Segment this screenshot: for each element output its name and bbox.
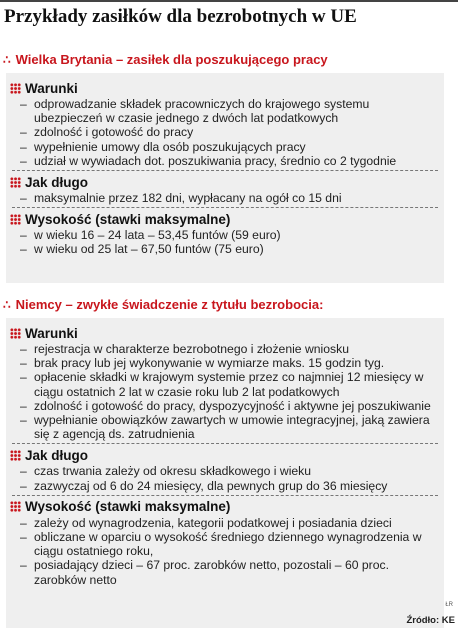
page-title: Przykłady zasiłków dla bezrobotnych w UE: [4, 6, 357, 27]
grid-icon: [10, 83, 21, 94]
duration-list: [6, 191, 444, 205]
country-heading-de: [3, 297, 323, 312]
grid-icon: [10, 450, 21, 461]
country-heading-label: Wielka Brytania – zasiłek dla poszukującego pracy: [15, 52, 328, 67]
list-item: – maksymalnie przez 182 dni, wypłacany na ogół co 15 dni: [6, 191, 444, 205]
section-heading-label: Warunki: [25, 80, 78, 96]
list-item: – zdolność i gotowość do pracy, dyspozycyjność i aktywne jej poszukiwanie: [6, 399, 444, 413]
condition-list: [6, 342, 444, 441]
list-item: – zależy od wynagrodzenia, kategorii podatkowej i posiadania dzieci: [6, 516, 444, 530]
list-item: – wypełnianie obowiązków zawartych w umowie integracyjnej, jaką zawiera się z agencją ds. zatrudnienia: [6, 413, 444, 441]
list-item: – czas trwania zależy od okresu składkowego i wieku: [6, 464, 444, 478]
grid-icon: [10, 177, 21, 188]
list-item: – posiadający dzieci – 67 proc. zarobków netto, pozostali – 60 proc. zarobków netto: [6, 558, 444, 586]
divider: [12, 207, 438, 208]
list-item: – w wieku 16 – 24 lata – 53,45 funtów (59 euro): [6, 228, 444, 242]
section-heading: [6, 498, 444, 516]
section-duration: [6, 446, 444, 492]
list-item: – obliczane w oparciu o wysokość średniego dziennego wynagrodzenia w ciągu ostatniego roku,: [6, 530, 444, 558]
duration-list: [6, 464, 444, 492]
country-box-uk: [6, 73, 444, 283]
top-rule: [0, 0, 458, 2]
grid-icon: [10, 328, 21, 339]
list-item: – brak pracy lub jej wykonywanie w wymiarze maks. 15 godzin tyg.: [6, 356, 444, 370]
country-box-de: [6, 318, 444, 628]
list-item: – wypełnienie umowy dla osób poszukujących pracy: [6, 140, 444, 154]
section-heading: [6, 173, 444, 191]
section-heading: [6, 210, 444, 228]
list-item: – rejestracja w charakterze bezrobotnego i złożenie wniosku: [6, 342, 444, 356]
section-duration: [6, 173, 444, 205]
condition-list: [6, 97, 444, 168]
divider: [12, 443, 438, 444]
dots-icon: ∴: [3, 297, 10, 312]
section-heading: [6, 446, 444, 464]
section-heading-label: Wysokość (stawki maksymalne): [25, 211, 231, 227]
list-item: – opłacenie składki w krajowym systemie przez co najmniej 12 miesięcy w ciągu ostatnich 2 lat w czasie roku lub 2 lat podatkowych: [6, 370, 444, 398]
section-heading: [6, 324, 444, 342]
section-conditions: [6, 73, 444, 168]
divider: [12, 495, 438, 496]
country-heading-uk: [3, 52, 328, 67]
source-note: Źródło: KE: [406, 615, 455, 626]
list-item: – odprowadzanie składek pracowniczych do krajowego systemu ubezpieczeń w czasie jednego z dwóch lat podatkowych: [6, 97, 444, 125]
section-amount: [6, 210, 444, 256]
grid-icon: [10, 501, 21, 512]
section-conditions: [6, 318, 444, 441]
list-item: – udział w wywiadach dot. poszukiwania pracy, średnio co 2 tygodnie: [6, 154, 444, 168]
section-heading: [6, 79, 444, 97]
section-heading-label: Jak długo: [25, 174, 89, 190]
divider: [12, 170, 438, 171]
section-heading-label: Wysokość (stawki maksymalne): [25, 499, 231, 515]
list-item: – zazwyczaj od 6 do 24 miesięcy, dla pewnych grup do 36 miesięcy: [6, 479, 444, 493]
section-heading-label: Warunki: [25, 325, 78, 341]
author-badge: ŁR: [445, 602, 453, 608]
list-item: – zdolność i gotowość do pracy: [6, 125, 444, 139]
country-heading-label: Niemcy – zwykłe świadczenie z tytułu bezrobocia:: [15, 297, 324, 312]
grid-icon: [10, 214, 21, 225]
dots-icon: ∴: [3, 52, 10, 67]
amount-list: [6, 228, 444, 256]
list-item: – w wieku od 25 lat – 67,50 funtów (75 euro): [6, 242, 444, 256]
section-heading-label: Jak długo: [25, 447, 89, 463]
amount-list: [6, 516, 444, 587]
section-amount: [6, 498, 444, 587]
